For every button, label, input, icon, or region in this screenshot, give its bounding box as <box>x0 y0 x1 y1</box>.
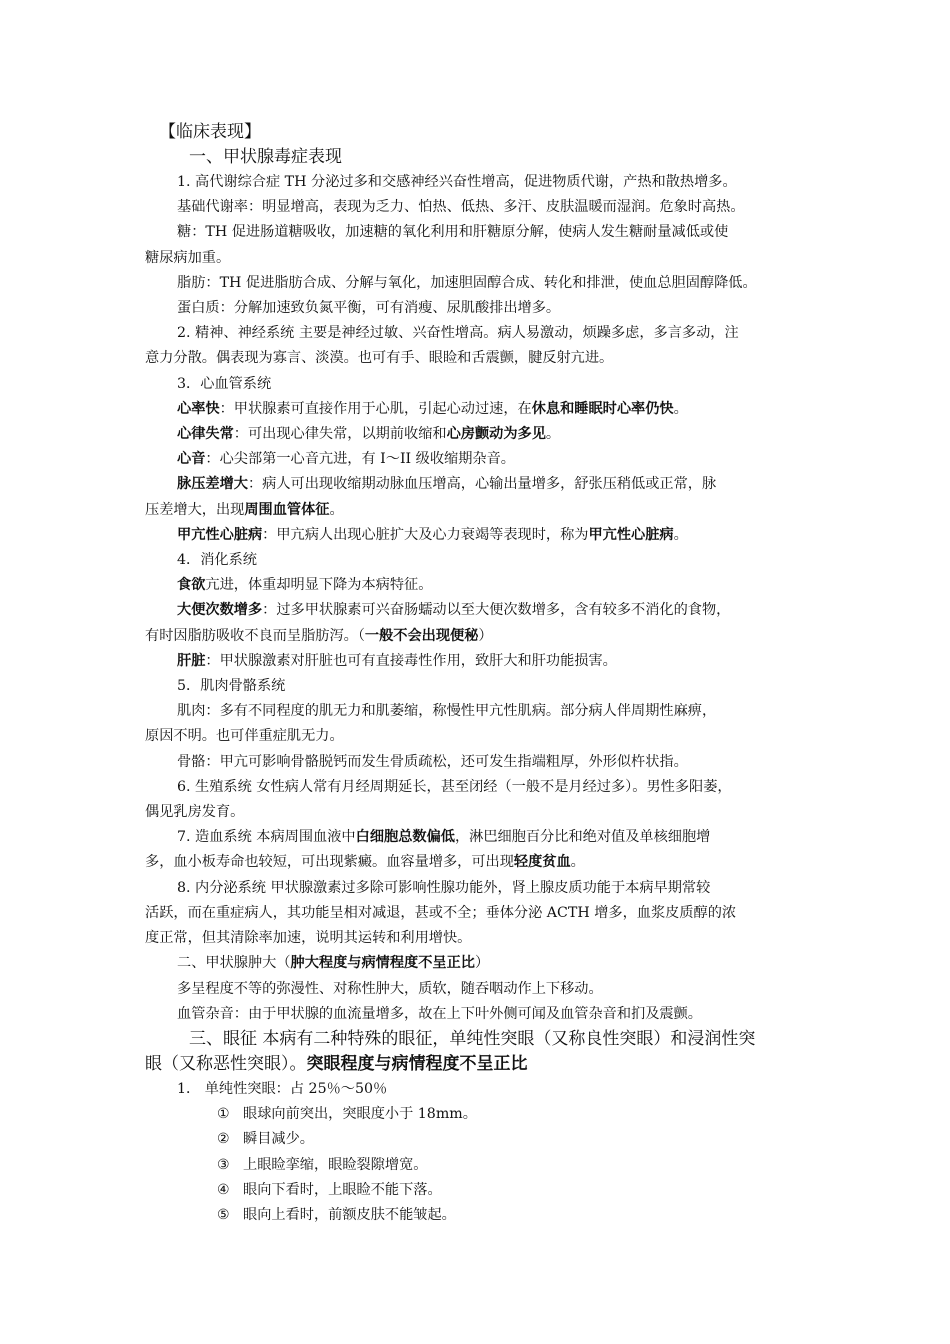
paragraph-line <box>145 598 820 623</box>
bold-term: 肝脏 <box>177 652 206 669</box>
bold-term: 突眼程度与病情程度不呈正比 <box>306 1053 528 1074</box>
paragraph-line: 糖：TH 促进肠道糖吸收，加速糖的氧化利用和肝糖原分解，使病人发生糖耐量减低或使 <box>177 224 729 241</box>
list-item-number: ③ <box>217 1156 230 1173</box>
text-span: 。 <box>673 526 688 543</box>
paragraph-line: 多呈程度不等的弥漫性、对称性肿大，质软，随吞咽动作上下移动。 <box>177 980 603 997</box>
text-span: 多，血小板寿命也较短，可出现紫癜。血容量增多，可出现 <box>145 854 514 871</box>
section-title-1: 一、甲状腺毒症表现 <box>189 147 342 167</box>
text-span: 。 <box>329 501 344 518</box>
text-span: 。 <box>570 854 585 871</box>
paragraph-line: 6. 生殖系统 女性病人常有月经周期延长，甚至闭经（一般不是月经过多）。男性多阳萎， <box>177 778 732 795</box>
text-span: ：甲状腺素可直接作用于心肌，引起心动过速，在 <box>219 400 532 417</box>
text-span: ：心尖部第一心音亢进，有 I～II 级收缩期杂音。 <box>205 451 515 468</box>
bold-term: 大便次数增多 <box>177 602 263 619</box>
subsection-title: 1． 单纯性突眼：占 25％～50％ <box>177 1080 388 1097</box>
bold-term: 心房颤动为多见 <box>446 426 546 443</box>
paragraph-line: 血管杂音：由于甲状腺的血流量增多，故在上下叶外侧可闻及血管杂音和扪及震颤。 <box>177 1005 702 1022</box>
list-item-number: ⑤ <box>217 1206 230 1223</box>
paragraph-line: 1. 高代谢综合症 TH 分泌过多和交感神经兴奋性增高，促进物质代谢，产热和散热增多。 <box>177 174 737 190</box>
paragraph-line: 肌肉：多有不同程度的肌无力和肌萎缩，称慢性甲亢性肌病。部分病人伴周期性麻痹， <box>177 703 717 720</box>
text-span: 。 <box>545 426 561 443</box>
paragraph-line <box>145 624 820 649</box>
bold-term: 甲亢性心脏病 <box>588 526 674 543</box>
paragraph-line: 蛋白质：分解加速致负氮平衡，可有消瘦、尿肌酸排出增多。 <box>177 300 561 317</box>
subsection-title: 4．消化系统 <box>177 552 257 569</box>
paragraph-line <box>145 850 820 875</box>
list-item <box>145 1153 820 1178</box>
list-item-text: 眼向上看时，前额皮肤不能皱起。 <box>243 1206 456 1223</box>
bold-term: 肿大程度与病情程度不呈正比 <box>290 955 475 972</box>
list-item-number: ① <box>217 1106 230 1123</box>
list-item <box>145 1102 820 1127</box>
text-span: ：可出现心律失常，以期前收缩和 <box>233 426 447 443</box>
bold-term: 心率快 <box>177 400 220 417</box>
eye-sign-list <box>145 1102 820 1228</box>
bold-term: 一般不会出现便秘 <box>364 627 479 644</box>
text-span: ，淋巴细胞百分比和绝对值及单核细胞增 <box>454 829 711 846</box>
text-span: 。 <box>673 400 688 417</box>
subsection-title: 5．肌肉骨骼系统 <box>177 678 286 695</box>
paragraph-line <box>145 447 820 472</box>
paragraph-line: 脂肪：TH 促进脂肪合成、分解与氧化，加速胆固醇合成、转化和排泄，使血总胆固醇降低。 <box>177 274 757 291</box>
paragraph-line: 意力分散。偶表现为寡言、淡漠。也可有手、眼睑和舌震颤，腱反射亢进。 <box>145 350 614 367</box>
paragraph-line <box>145 422 820 447</box>
text-span: 二、甲状腺肿大（ <box>177 955 291 972</box>
paragraph-line: 原因不明。也可伴重症肌无力。 <box>145 728 344 745</box>
paragraph-line <box>145 523 820 548</box>
paragraph-line: 8. 内分泌系统 甲状腺激素过多除可影响性腺功能外，肾上腺皮质功能于本病早期常较 <box>177 879 711 896</box>
text-span: 压差增大，出现 <box>145 501 245 518</box>
paragraph-line: 度正常，但其清除率加速，说明其运转和利用增快。 <box>145 930 472 947</box>
text-span: ） <box>474 955 490 972</box>
paragraph-line: 骨骼：甲亢可影响骨骼脱钙而发生骨质疏松，还可发生指端粗厚，外形似杵状指。 <box>177 753 688 770</box>
text-span: 亢进，体重却明显下降为本病特征。 <box>205 577 433 594</box>
bold-term: 白细胞总数偏低 <box>355 829 455 846</box>
paragraph-line <box>145 649 820 674</box>
section-heading: 【临床表现】 <box>159 122 261 142</box>
text-span: ） <box>478 627 493 644</box>
list-item-text: 眼向下看时，上眼睑不能下落。 <box>243 1181 442 1198</box>
section-title-2 <box>145 951 820 976</box>
bold-term: 甲亢性心脏病 <box>177 526 263 543</box>
list-item-text: 瞬目减少。 <box>243 1131 314 1148</box>
bold-term: 轻度贫血 <box>513 854 571 871</box>
list-item-number: ④ <box>217 1181 230 1198</box>
list-item-text: 眼球向前突出，突眼度小于 18mm。 <box>243 1106 477 1123</box>
section-title-3-cont <box>145 1052 820 1077</box>
bold-term: 心音 <box>177 451 206 468</box>
text-span: 眼（又称恶性突眼）。 <box>145 1053 307 1074</box>
text-span: 7. 造血系统 本病周围血液中 <box>177 829 356 846</box>
paragraph-line: 偶见乳房发育。 <box>145 804 245 821</box>
text-span: ：过多甲状腺素可兴奋肠蠕动以至大便次数增多，含有较多不消化的食物， <box>262 602 731 619</box>
text-span: ：病人可出现收缩期动脉血压增高，心输出量增多，舒张压稍低或正常，脉 <box>247 476 717 493</box>
bold-term: 周围血管体征 <box>244 501 330 518</box>
paragraph-line <box>145 573 820 598</box>
text-span: ：甲亢病人出现心脏扩大及心力衰竭等表现时，称为 <box>262 526 589 543</box>
list-item <box>145 1178 820 1203</box>
section-title-3: 三、眼征 本病有二种特殊的眼征，单纯性突眼（又称良性突眼）和浸润性突 <box>189 1028 756 1049</box>
bold-term: 休息和睡眠时心率仍快 <box>531 400 674 417</box>
list-item-text: 上眼睑挛缩，眼睑裂隙增宽。 <box>243 1156 428 1173</box>
paragraph-line <box>145 397 820 422</box>
text-span: ：甲状腺激素对肝脏也可有直接毒性作用，致肝大和肝功能损害。 <box>205 652 617 669</box>
paragraph-line: 糖尿病加重。 <box>145 249 231 266</box>
document-page <box>145 120 820 1228</box>
list-item <box>145 1203 820 1228</box>
paragraph-line: 2. 精神、神经系统 主要是神经过敏、兴奋性增高。病人易激动，烦躁多虑，多言多动，注 <box>177 325 739 342</box>
paragraph-line <box>145 498 820 523</box>
paragraph-line: 基础代谢率：明显增高，表现为乏力、怕热、低热、多汗、皮肤温暖而湿润。危象时高热。 <box>177 199 745 216</box>
bold-term: 脉压差增大 <box>177 476 248 493</box>
list-item-number: ② <box>217 1131 230 1148</box>
paragraph-line <box>145 825 820 850</box>
subsection-title: 3．心血管系统 <box>177 375 272 392</box>
paragraph-line <box>145 472 820 497</box>
paragraph-line: 活跃，而在重症病人，其功能呈相对减退，甚或不全；垂体分泌 ACTH 增多，血浆皮质醇的浓 <box>145 904 737 921</box>
bold-term: 心律失常 <box>177 426 234 443</box>
list-item <box>145 1127 820 1152</box>
text-span: 有时因脂肪吸收不良而呈脂肪泻。（ <box>145 627 365 644</box>
bold-term: 食欲 <box>177 577 206 594</box>
